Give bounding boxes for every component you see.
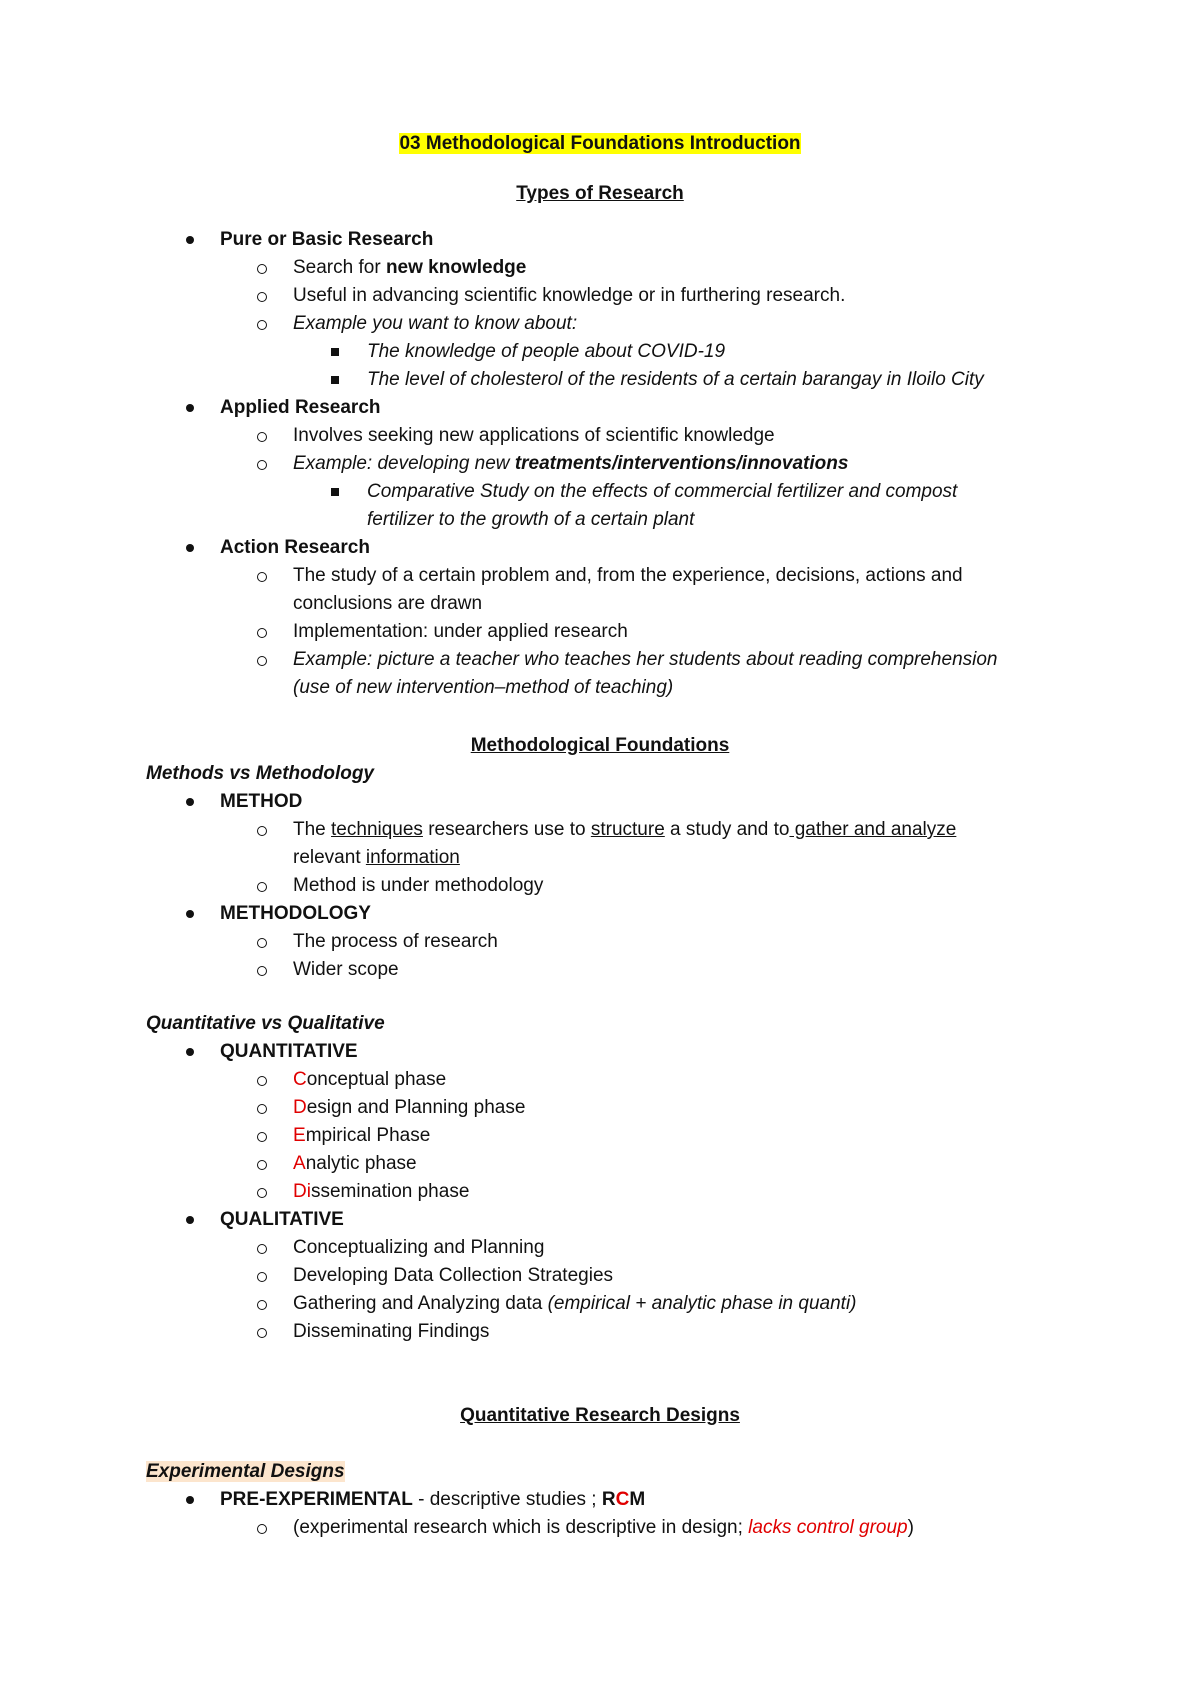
item-pure-research: Pure or Basic Research xyxy=(220,229,434,250)
item-quantitative: QUANTITATIVE xyxy=(220,1041,358,1062)
text-underlined: structure xyxy=(590,819,665,840)
bullet-dot xyxy=(186,1048,194,1056)
item-quant-design xyxy=(293,1096,525,1120)
bullet-circle xyxy=(257,1328,267,1338)
item-methodology-b: Wider scope xyxy=(293,959,399,980)
doc-title-line xyxy=(0,132,1200,156)
bullet-circle xyxy=(257,320,267,330)
bullet-dot xyxy=(186,544,194,552)
text: ) xyxy=(907,1517,914,1538)
bullet-dot xyxy=(186,910,194,918)
bullet-circle xyxy=(257,460,267,470)
item-quant-empirical xyxy=(293,1124,430,1148)
doc-title: 03 Methodological Foundations Introduction xyxy=(399,133,801,154)
item-method-a-line2 xyxy=(293,846,460,870)
item-action-a-line2: conclusions are drawn xyxy=(293,593,483,614)
bullet-circle xyxy=(257,966,267,976)
text: ssemination phase xyxy=(310,1181,470,1202)
text: Gathering and Analyzing data xyxy=(293,1293,548,1314)
acronym-letter: E xyxy=(293,1125,306,1146)
item-pure-c1: The knowledge of people about COVID-19 xyxy=(367,341,726,362)
bullet-circle xyxy=(257,1132,267,1142)
item-applied-b xyxy=(293,452,848,476)
text-bold: PRE-EXPERIMENTAL xyxy=(220,1489,413,1510)
bullet-dot xyxy=(186,236,194,244)
acronym-letter-red: C xyxy=(615,1489,630,1510)
text: Search for xyxy=(293,257,386,278)
text-underlined: gather and analyze xyxy=(789,819,957,840)
item-pure-c: Example you want to know about: xyxy=(293,313,578,334)
text: a study and to xyxy=(664,819,790,840)
item-method-a-line1 xyxy=(293,818,956,842)
acronym-letter: M xyxy=(629,1489,646,1510)
text: onceptual phase xyxy=(306,1069,447,1090)
text: - descriptive studies ; xyxy=(412,1489,602,1510)
bullet-square xyxy=(331,488,339,496)
bullet-circle xyxy=(257,432,267,442)
acronym-letter: Di xyxy=(293,1181,311,1202)
bullet-circle xyxy=(257,1244,267,1254)
item-qualitative: QUALITATIVE xyxy=(220,1209,344,1230)
heading-quant-research-designs: Quantitative Research Designs xyxy=(460,1405,740,1426)
text: relevant xyxy=(293,847,366,868)
bullet-circle xyxy=(257,826,267,836)
item-methodology-a: The process of research xyxy=(293,931,498,952)
item-pre-experimental xyxy=(220,1488,645,1512)
bullet-circle xyxy=(257,1104,267,1114)
item-quant-analytic xyxy=(293,1152,417,1176)
text-bold: new knowledge xyxy=(385,257,527,278)
bullet-circle xyxy=(257,1524,267,1534)
subheading-quant-vs-qual: Quantitative vs Qualitative xyxy=(146,1013,385,1034)
bullet-square xyxy=(331,376,339,384)
item-action-research: Action Research xyxy=(220,537,370,558)
bullet-circle xyxy=(257,572,267,582)
bullet-circle xyxy=(257,656,267,666)
text: Example: developing new xyxy=(293,453,515,474)
heading-types-of-research: Types of Research xyxy=(516,183,684,204)
acronym-letter: C xyxy=(293,1069,307,1090)
item-applied-research: Applied Research xyxy=(220,397,381,418)
text-red-italic: lacks control group xyxy=(748,1517,908,1538)
subheading-methods-vs-methodology: Methods vs Methodology xyxy=(146,763,374,784)
bullet-square xyxy=(331,348,339,356)
bullet-dot xyxy=(186,798,194,806)
text: mpirical Phase xyxy=(305,1125,431,1146)
bullet-dot xyxy=(186,1216,194,1224)
bullet-circle xyxy=(257,628,267,638)
bullet-circle xyxy=(257,1300,267,1310)
item-applied-b1-line1: Comparative Study on the effects of commercial fertilizer and compost xyxy=(367,481,958,502)
text-underlined: information xyxy=(365,847,460,868)
acronym-letter: A xyxy=(293,1153,306,1174)
bullet-circle xyxy=(257,1076,267,1086)
text-underlined: techniques xyxy=(331,819,423,840)
bullet-circle xyxy=(257,882,267,892)
item-qual-d: Disseminating Findings xyxy=(293,1321,490,1342)
item-method-b: Method is under methodology xyxy=(293,875,544,896)
item-pure-b: Useful in advancing scientific knowledge or in furthering research. xyxy=(293,285,846,306)
item-applied-a: Involves seeking new applications of scientific knowledge xyxy=(293,425,775,446)
item-action-b: Implementation: under applied research xyxy=(293,621,628,642)
text: The xyxy=(293,819,332,840)
item-quant-conceptual xyxy=(293,1068,446,1092)
item-action-c-line1: Example: picture a teacher who teaches her students about reading comprehension xyxy=(293,649,998,670)
item-quant-dissemination xyxy=(293,1180,469,1204)
subheading-experimental-designs: Experimental Designs xyxy=(146,1461,345,1482)
item-qual-c xyxy=(293,1292,857,1316)
item-methodology: METHODOLOGY xyxy=(220,903,371,924)
text: nalytic phase xyxy=(305,1153,417,1174)
item-pre-a xyxy=(293,1516,914,1540)
item-pure-c2: The level of cholesterol of the residents of a certain barangay in Iloilo City xyxy=(367,369,984,390)
item-applied-b1-line2: fertilizer to the growth of a certain plant xyxy=(367,509,695,530)
bullet-dot xyxy=(186,1496,194,1504)
item-qual-b: Developing Data Collection Strategies xyxy=(293,1265,614,1286)
text: (experimental research which is descriptive in design; xyxy=(293,1517,749,1538)
item-pure-a xyxy=(293,256,526,280)
text: esign and Planning phase xyxy=(306,1097,526,1118)
bullet-circle xyxy=(257,1272,267,1282)
text-bold: treatments/interventions/innovations xyxy=(514,453,849,474)
subheading-experimental-line xyxy=(146,1460,345,1484)
acronym-letter: R xyxy=(601,1489,616,1510)
heading-methodological-foundations: Methodological Foundations xyxy=(470,735,730,756)
bullet-circle xyxy=(257,1160,267,1170)
item-qual-a: Conceptualizing and Planning xyxy=(293,1237,545,1258)
text-italic: (empirical + analytic phase in quanti) xyxy=(547,1293,857,1314)
bullet-circle xyxy=(257,1188,267,1198)
item-action-a-line1: The study of a certain problem and, from the experience, decisions, actions and xyxy=(293,565,963,586)
text: researchers use to xyxy=(422,819,591,840)
item-action-c-line2: (use of new intervention–method of teaching) xyxy=(293,677,674,698)
bullet-dot xyxy=(186,404,194,412)
item-method: METHOD xyxy=(220,791,303,812)
bullet-circle xyxy=(257,938,267,948)
bullet-circle xyxy=(257,292,267,302)
bullet-circle xyxy=(257,264,267,274)
acronym-letter: D xyxy=(293,1097,307,1118)
